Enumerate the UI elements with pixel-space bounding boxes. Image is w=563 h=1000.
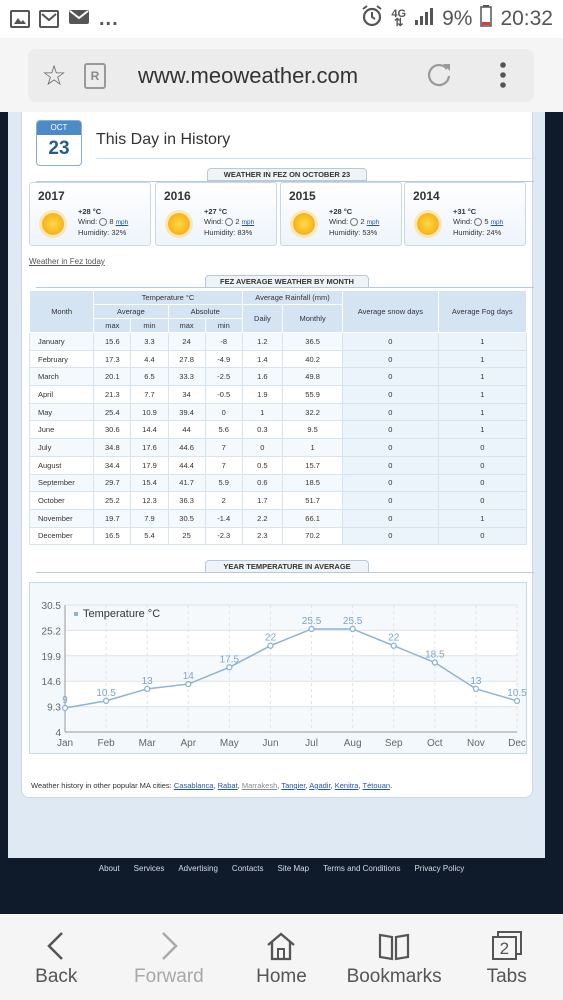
table-row	[30, 509, 527, 527]
year-details	[78, 207, 128, 238]
data-point	[309, 626, 314, 631]
table-cell: 1	[438, 368, 526, 386]
table-cell: 1.4	[242, 350, 282, 368]
table-cell: 0	[438, 456, 526, 474]
data-point	[186, 682, 191, 687]
table-cell: 16.5	[94, 527, 131, 545]
table-cell: -1.4	[205, 509, 242, 527]
col-temperature: Temperature °C	[94, 291, 243, 305]
footer-link-about[interactable]: About	[98, 864, 120, 873]
table-row	[30, 474, 527, 492]
table-cell: 44	[168, 421, 205, 439]
table-body	[30, 333, 527, 545]
table-cell: -4.9	[205, 350, 242, 368]
humidity: Humidity: 32%	[78, 228, 127, 237]
table-cell: 34	[168, 386, 205, 404]
table-cell: -2.3	[205, 527, 242, 545]
col-avg-min: min	[131, 319, 168, 333]
x-tick-label: Apr	[180, 738, 197, 749]
bookmarks-label: Bookmarks	[346, 966, 442, 987]
data-label: 25.5	[301, 615, 322, 627]
browser-bottom-nav	[0, 914, 563, 1000]
table-cell: 7.7	[131, 386, 168, 404]
table-cell: -8	[205, 333, 242, 351]
table-cell: 0	[438, 527, 526, 545]
data-point	[145, 686, 150, 691]
forward-label: Forward	[134, 966, 204, 987]
bookmark-star-icon[interactable]: ☆	[41, 60, 67, 91]
table-cell: February	[30, 350, 94, 368]
data-label: 14	[182, 671, 194, 683]
wind-unit-link[interactable]: mph	[490, 219, 504, 226]
table-cell: 25.2	[94, 492, 131, 510]
battery-percent: 9%	[442, 7, 473, 30]
year-label: 2016	[164, 189, 191, 203]
table-cell: October	[30, 492, 94, 510]
tabs-icon	[450, 928, 563, 964]
data-point	[391, 643, 396, 648]
data-label: 22	[264, 632, 277, 644]
table-cell: June	[30, 421, 94, 439]
data-point	[432, 660, 437, 665]
home-button[interactable]	[225, 914, 338, 1000]
data-label: 18.5	[425, 649, 445, 661]
x-tick-label: Nov	[467, 738, 485, 749]
table-row	[30, 456, 527, 474]
fez-today-link[interactable]: Weather in Fez today	[29, 257, 105, 266]
bookmarks-icon	[377, 930, 411, 962]
temperature: +28 °C	[329, 207, 353, 216]
footer-link-privacy[interactable]: Privacy Policy	[414, 864, 465, 873]
table-cell: 0	[343, 421, 438, 439]
table-row	[30, 527, 527, 545]
table-cell: 2.3	[242, 527, 282, 545]
table-row	[30, 439, 527, 457]
col-average: Average	[94, 305, 168, 319]
city-link-rabat[interactable]: Rabat	[217, 781, 238, 790]
table-cell: 18.5	[282, 474, 342, 492]
table-cell: 9.5	[282, 421, 342, 439]
wind-direction-icon	[225, 218, 233, 226]
x-tick-label: Jan	[56, 738, 74, 749]
col-month: Month	[30, 291, 94, 333]
overflow-menu-icon[interactable]	[500, 61, 506, 89]
wind-direction-icon	[350, 218, 358, 226]
table-cell: 7.9	[131, 509, 168, 527]
table-cell: 19.7	[94, 509, 131, 527]
table-cell: 66.1	[282, 509, 342, 527]
wind-speed: 2	[360, 217, 365, 226]
x-tick-label: Feb	[97, 738, 115, 749]
network-type: 4G ⇅	[391, 8, 407, 29]
table-cell: 0	[343, 350, 438, 368]
table-cell: 0.3	[242, 421, 282, 439]
table-cell: 0	[343, 333, 438, 351]
browser-toolbar	[0, 38, 563, 112]
table-cell: -2.5	[205, 368, 242, 386]
home-label: Home	[256, 966, 307, 987]
data-label: 13	[141, 675, 153, 687]
chart-grid-band	[65, 681, 517, 706]
table-cell: 20.1	[94, 368, 131, 386]
data-label: 10.5	[507, 687, 527, 699]
year-card-2015[interactable]	[280, 182, 402, 246]
section-label-monthly: FEZ AVERAGE WEATHER BY MONTH	[205, 275, 369, 288]
address-bar[interactable]	[28, 49, 534, 102]
title-divider	[96, 158, 536, 159]
table-cell: 2.2	[242, 509, 282, 527]
table-row	[30, 492, 527, 510]
table-cell: 5.9	[205, 474, 242, 492]
url-text[interactable]: www.meoweather.com	[138, 62, 359, 88]
wind-speed: 5	[484, 217, 489, 226]
table-cell: 1.9	[242, 386, 282, 404]
x-tick-label: Jul	[305, 738, 318, 749]
wind-label: Wind:	[453, 217, 473, 226]
back-icon	[44, 930, 68, 962]
reader-mode-icon[interactable]: R	[84, 63, 106, 89]
col-absolute: Absolute	[168, 305, 242, 319]
table-row	[30, 403, 527, 421]
monthly-weather-table	[29, 290, 527, 545]
y-tick-label: 14.6	[41, 677, 61, 689]
forward-button[interactable]	[113, 914, 226, 1000]
table-cell: 17.3	[94, 350, 131, 368]
table-cell: 12.3	[131, 492, 168, 510]
table-cell: 14.4	[131, 421, 168, 439]
table-cell: 15.7	[282, 456, 342, 474]
data-label: 25.5	[342, 615, 363, 627]
calendar-icon	[36, 120, 82, 166]
other-cities: Weather history in other popular MA cities: Casablanca, Rabat, Marrakesh, Tangier, Agadir, Kenitra, Tétouan.	[31, 781, 393, 790]
footer-link-services[interactable]: Services	[133, 864, 165, 873]
table-cell: 0	[343, 439, 438, 457]
x-tick-label: Dec	[508, 738, 526, 749]
signal-icon	[414, 7, 434, 31]
table-cell: 0	[205, 403, 242, 421]
weather-card	[21, 112, 533, 798]
y-tick-label: 9.3	[47, 702, 61, 714]
table-cell: 49.8	[282, 368, 342, 386]
tabs-label: Tabs	[486, 966, 527, 987]
year-details	[329, 207, 379, 238]
wind-label: Wind:	[78, 217, 98, 226]
table-cell: 1	[438, 509, 526, 527]
table-cell: 1	[438, 350, 526, 368]
temperature: +27 °C	[204, 207, 228, 216]
table-cell: 0	[438, 492, 526, 510]
data-point	[63, 706, 68, 711]
table-cell: 17.6	[131, 439, 168, 457]
table-cell: 0	[343, 474, 438, 492]
data-label: 13	[470, 675, 482, 687]
table-cell: 40.2	[282, 350, 342, 368]
sunny-icon	[168, 213, 190, 235]
table-cell: 1.6	[242, 368, 282, 386]
calendar-month: OCT	[37, 121, 81, 135]
x-tick-label: Sep	[384, 738, 403, 749]
table-cell: 15.6	[94, 333, 131, 351]
web-content	[0, 112, 563, 914]
table-cell: 1	[438, 333, 526, 351]
x-tick-label: Mar	[138, 738, 156, 749]
data-point	[515, 698, 520, 703]
table-cell: -0.5	[205, 386, 242, 404]
table-cell: August	[30, 456, 94, 474]
table-cell: 55.9	[282, 386, 342, 404]
table-cell: 1	[242, 403, 282, 421]
col-monthly: Monthly	[282, 305, 342, 333]
y-tick-label: 25.2	[41, 626, 61, 638]
table-cell: July	[30, 439, 94, 457]
table-cell: 2	[205, 492, 242, 510]
table-cell: 15.4	[131, 474, 168, 492]
table-cell: May	[30, 403, 94, 421]
temperature-chart	[29, 582, 527, 754]
table-cell: 25.4	[94, 403, 131, 421]
table-cell: 34.4	[94, 456, 131, 474]
data-point	[104, 698, 109, 703]
table-cell: 41.7	[168, 474, 205, 492]
battery-icon	[480, 5, 492, 33]
data-label: 22	[388, 632, 400, 644]
footer-link-contacts[interactable]: Contacts	[231, 864, 264, 873]
x-tick-label: Aug	[343, 738, 362, 749]
wind-label: Wind:	[329, 217, 349, 226]
data-label: 10.5	[96, 687, 116, 699]
y-tick-label: 4	[55, 728, 61, 739]
page-frame	[8, 112, 545, 858]
year-card-2014[interactable]	[404, 182, 526, 246]
data-label: 9	[62, 695, 68, 707]
tabs-button[interactable]	[450, 914, 563, 1000]
table-cell: 7	[205, 456, 242, 474]
table-cell: 6.5	[131, 368, 168, 386]
y-tick-label: 19.9	[41, 651, 61, 663]
table-cell: March	[30, 368, 94, 386]
table-cell: 1	[438, 421, 526, 439]
col-rainfall: Average Rainfall (mm)	[242, 291, 342, 305]
table-cell: 10.9	[131, 403, 168, 421]
table-cell: 3.3	[131, 333, 168, 351]
clock: 20:32	[500, 7, 553, 30]
table-cell: 0	[343, 386, 438, 404]
table-cell: 0	[343, 492, 438, 510]
table-cell: 21.3	[94, 386, 131, 404]
table-cell: 0	[343, 368, 438, 386]
city-link-kenitra[interactable]: Kenitra	[334, 781, 359, 790]
calendar-day: 23	[48, 138, 70, 159]
table-cell: 70.2	[282, 527, 342, 545]
back-button[interactable]	[0, 914, 113, 1000]
table-cell: 1.7	[242, 492, 282, 510]
table-row	[30, 421, 527, 439]
table-cell: 36.5	[282, 333, 342, 351]
table-cell: September	[30, 474, 94, 492]
wind-label: Wind:	[204, 217, 224, 226]
day-history-header	[36, 120, 536, 170]
city-link-casablanca[interactable]: Casablanca	[173, 781, 214, 790]
year-weather-list	[29, 182, 529, 246]
table-cell: 1	[438, 386, 526, 404]
data-point	[268, 643, 273, 648]
data-point	[473, 686, 478, 691]
temperature-chart-svg	[30, 583, 528, 755]
table-cell: 0	[343, 509, 438, 527]
site-footer	[0, 864, 563, 894]
back-label: Back	[35, 966, 78, 987]
wind-speed: 2	[235, 217, 240, 226]
home-icon	[265, 930, 297, 962]
table-cell: 0.6	[242, 474, 282, 492]
table-cell: April	[30, 386, 94, 404]
table-row	[30, 350, 527, 368]
table-cell: 17.9	[131, 456, 168, 474]
table-cell: 7	[205, 439, 242, 457]
table-cell: 5.4	[131, 527, 168, 545]
year-label: 2014	[413, 189, 440, 203]
section-label-year-temp: YEAR TEMPERATURE IN AVERAGE	[205, 560, 369, 573]
col-daily: Daily	[242, 305, 282, 333]
table-cell: November	[30, 509, 94, 527]
table-cell: 36.3	[168, 492, 205, 510]
year-label: 2017	[38, 189, 65, 203]
data-label: 17.5	[219, 654, 240, 666]
table-cell: 32.2	[282, 403, 342, 421]
y-tick-label: 30.5	[41, 601, 61, 612]
col-snow: Average snow days	[343, 291, 438, 333]
footer-link-sitemap[interactable]: Site Map	[277, 864, 310, 873]
table-cell: 33.3	[168, 368, 205, 386]
table-cell: 44.6	[168, 439, 205, 457]
year-card-2017[interactable]	[29, 182, 151, 246]
chart-grid-band	[65, 630, 517, 655]
table-cell: 39.4	[168, 403, 205, 421]
table-cell: 1.2	[242, 333, 282, 351]
data-point	[350, 626, 355, 631]
sunny-icon	[293, 213, 315, 235]
col-abs-min: min	[205, 319, 242, 333]
table-cell: 24	[168, 333, 205, 351]
humidity: Humidity: 53%	[329, 228, 378, 237]
year-label: 2015	[289, 189, 316, 203]
table-cell: December	[30, 527, 94, 545]
page-title: This Day in History	[96, 131, 231, 148]
table-cell: 0	[343, 456, 438, 474]
wind-direction-icon	[474, 218, 482, 226]
table-row	[30, 386, 527, 404]
more-notifications-indicator: ...	[99, 7, 119, 30]
table-cell: 27.8	[168, 350, 205, 368]
table-cell: 30.5	[168, 509, 205, 527]
chart-grid-band	[65, 707, 517, 732]
mail-notification-icon	[39, 10, 59, 28]
table-row	[30, 333, 527, 351]
table-cell: 0	[438, 439, 526, 457]
city-link-agadir[interactable]: Agadir	[309, 781, 331, 790]
bookmarks-button[interactable]	[338, 914, 451, 1000]
year-card-2016[interactable]	[155, 182, 277, 246]
x-tick-label: May	[219, 738, 239, 749]
alarm-icon	[361, 5, 383, 33]
tab-count: 2	[499, 939, 510, 958]
wind-unit-link[interactable]: mph	[115, 219, 129, 226]
col-fog: Average Fog days	[438, 291, 526, 333]
x-tick-label: Oct	[427, 738, 443, 749]
legend-label: Temperature °C	[83, 608, 161, 620]
data-point	[227, 665, 232, 670]
forward-icon	[157, 930, 181, 962]
table-cell: 0	[438, 474, 526, 492]
year-details	[453, 207, 503, 238]
wind-direction-icon	[99, 218, 107, 226]
city-link-tetouan[interactable]: Tétouan	[362, 781, 391, 790]
city-link-marrakesh[interactable]: Marrakesh	[241, 781, 278, 790]
year-details	[204, 207, 254, 238]
status-bar	[0, 0, 563, 38]
temperature: +28 °C	[78, 207, 102, 216]
sunny-icon	[42, 213, 64, 235]
table-cell: 25	[168, 527, 205, 545]
temperature: +31 °C	[453, 207, 477, 216]
section-label-fez-oct-23: WEATHER IN FEZ ON OCTOBER 23	[207, 168, 367, 181]
table-cell: 29.7	[94, 474, 131, 492]
legend-swatch	[74, 612, 78, 616]
table-row	[30, 368, 527, 386]
table-cell: 4.4	[131, 350, 168, 368]
table-cell: January	[30, 333, 94, 351]
table-cell: 0	[343, 403, 438, 421]
humidity: Humidity: 83%	[204, 228, 253, 237]
footer-link-advertising[interactable]: Advertising	[178, 864, 218, 873]
wind-unit-link[interactable]: mph	[241, 219, 255, 226]
image-notification-icon	[10, 10, 30, 28]
table-cell: 30.6	[94, 421, 131, 439]
table-cell: 1	[438, 403, 526, 421]
table-cell: 51.7	[282, 492, 342, 510]
table-cell: 0.5	[242, 456, 282, 474]
wind-speed: 8	[109, 217, 114, 226]
reload-icon[interactable]	[426, 60, 454, 95]
chart-grid-band	[65, 656, 517, 681]
email-notification-icon	[68, 8, 90, 31]
table-cell: 44.4	[168, 456, 205, 474]
table-cell: 0	[343, 527, 438, 545]
col-avg-max: max	[94, 319, 131, 333]
table-cell: 0	[242, 439, 282, 457]
table-cell: 5.6	[205, 421, 242, 439]
sunny-icon	[417, 213, 439, 235]
table-cell: 34.8	[94, 439, 131, 457]
x-tick-label: Jun	[262, 738, 279, 749]
col-abs-max: max	[168, 319, 205, 333]
humidity: Humidity: 24%	[453, 228, 502, 237]
city-link-tangier[interactable]: Tangier	[281, 781, 306, 790]
footer-link-terms[interactable]: Terms and Conditions	[323, 864, 401, 873]
table-cell: 1	[282, 439, 342, 457]
other-cities-label: Weather history in other popular MA cities:	[31, 781, 172, 790]
wind-unit-link[interactable]: mph	[366, 219, 380, 226]
